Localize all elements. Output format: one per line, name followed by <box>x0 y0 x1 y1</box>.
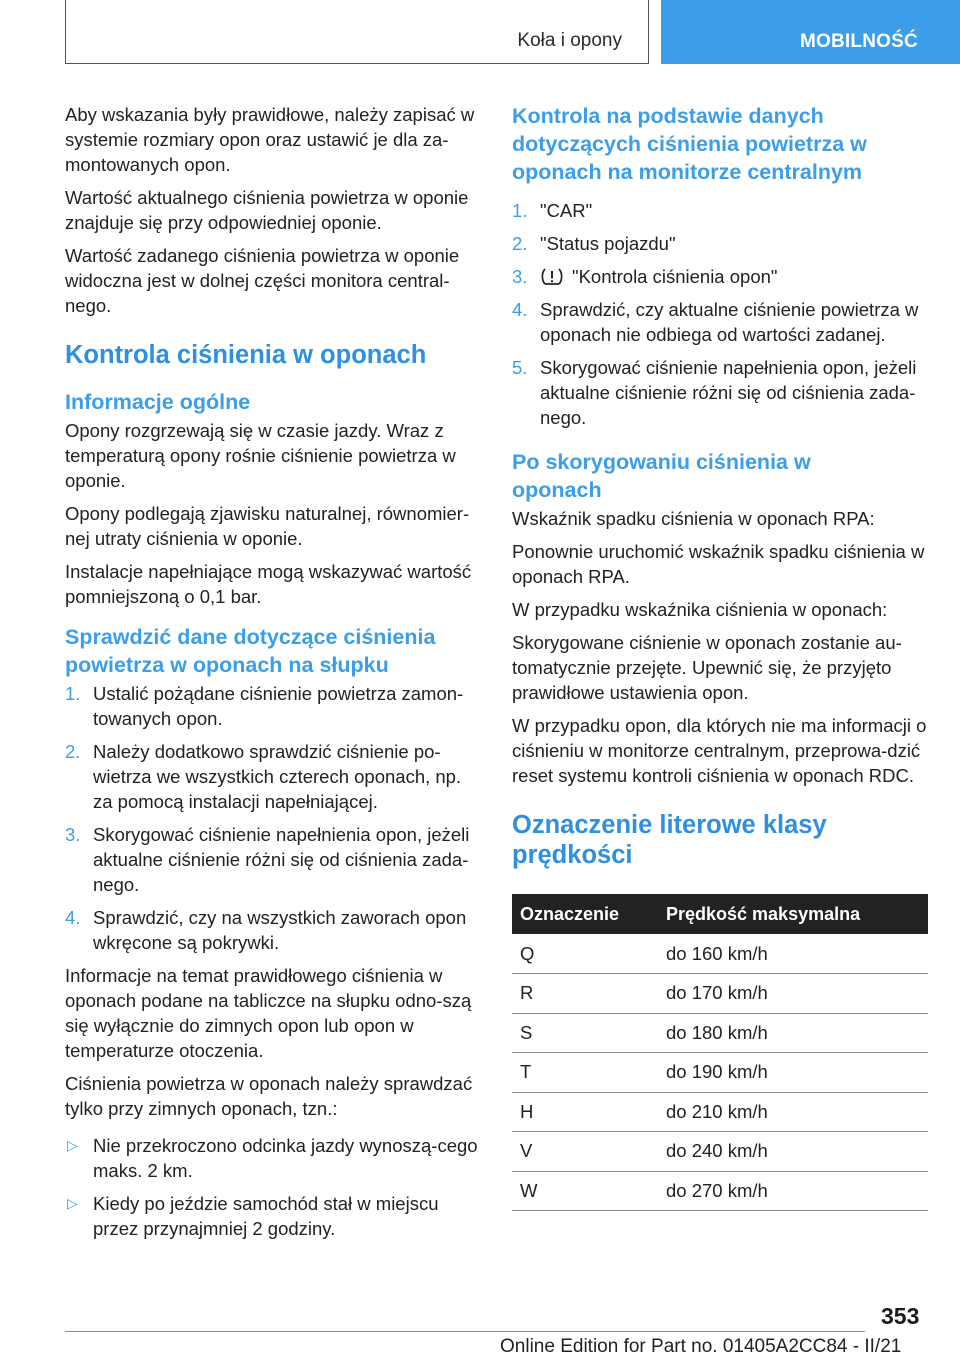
step-number: 2. <box>512 233 528 254</box>
subsection-title-general: Informacje ogólne <box>65 390 251 414</box>
note-paragraph: Informacje na temat prawidłowego ciśnienia w oponach podane na tabliczce na słupku odno-szą się wyłącznie do zimnych opon lub opon w temperaturze otoczenia. <box>65 965 472 1061</box>
step-item <box>512 198 928 223</box>
step-text: Należy dodatkowo sprawdzić ciśnienie po-wietrza we wszystkich czterech oponach, np. za pomocą instalacji napełniającej. <box>93 741 462 812</box>
table-row <box>512 1132 928 1172</box>
monitor-check-steps <box>512 198 928 430</box>
subsection-title-pillar-check: Sprawdzić dane dotyczące ciśnienia powietrza w oponach na słupku <box>65 625 436 677</box>
triangle-bullet-icon: ▷ <box>67 1137 78 1153</box>
step-number: 2. <box>65 741 81 762</box>
step-number: 1. <box>512 200 528 221</box>
speed-code-cell: R <box>512 974 658 1014</box>
cold-tire-conditions <box>65 1133 479 1241</box>
footer-edition-text: Online Edition for Part no. 01405A2CC84 - II/21 <box>500 1336 902 1357</box>
max-speed-cell: do 240 km/h <box>658 1132 928 1172</box>
table-row <box>512 974 928 1014</box>
bullet-text: Nie przekroczono odcinka jazdy wynoszą-cego maks. 2 km. <box>93 1135 478 1181</box>
left-column <box>65 102 479 1249</box>
step-number: 3. <box>65 824 81 845</box>
max-speed-cell: do 180 km/h <box>658 1013 928 1053</box>
table-row <box>512 1092 928 1132</box>
intro-paragraph: Wartość aktualnego ciśnienia powietrza w oponie znajduje się przy odpowiedniej oponie. <box>65 187 469 233</box>
max-speed-cell: do 160 km/h <box>658 934 928 974</box>
after-paragraph: W przypadku opon, dla których nie ma informacji o ciśnieniu w monitorze centralnym, przeprowa-dzić reset systemu kontroli ciśnienia w oponach RDC. <box>512 715 927 786</box>
header-chapter-tab <box>661 0 960 64</box>
after-paragraph: Ponownie uruchomić wskaźnik spadku ciśnienia w oponach RPA. <box>512 541 925 587</box>
right-column <box>512 102 928 1211</box>
step-item <box>65 822 479 897</box>
header-section-title: Koła i opony <box>517 30 622 51</box>
table-row <box>512 1013 928 1053</box>
header-chapter-title: MOBILNOŚĆ <box>800 31 918 52</box>
section-title-speed-class: Oznaczenie literowe klasy prędkości <box>512 811 827 869</box>
step-text: Skorygować ciśnienie napełnienia opon, jeżeli aktualne ciśnienie różni się od ciśnienia zada-nego. <box>93 824 470 895</box>
note-paragraph: Ciśnienia powietrza w oponach należy sprawdzać tylko przy zimnych oponach, tzn.: <box>65 1073 473 1119</box>
subsection-title-monitor-check: Kontrola na podstawie danych dotyczących ciśnienia powietrza w oponach na monitorze centralnym <box>512 104 867 184</box>
step-item <box>512 297 928 347</box>
triangle-bullet-icon: ▷ <box>67 1195 78 1211</box>
step-number: 1. <box>65 683 81 704</box>
step-item <box>65 739 479 814</box>
intro-paragraph: Wartość zadanego ciśnienia powietrza w oponie widoczna jest w dolnej części monitora central-nego. <box>65 245 460 316</box>
step-text: Sprawdzić, czy na wszystkich zaworach opon wkręcone są pokrywki. <box>93 907 467 953</box>
max-speed-cell: do 270 km/h <box>658 1171 928 1211</box>
step-item <box>65 905 479 955</box>
header-section-box <box>65 0 649 64</box>
speed-code-cell: T <box>512 1053 658 1093</box>
table-row <box>512 934 928 974</box>
max-speed-cell: do 170 km/h <box>658 974 928 1014</box>
footer-divider <box>65 1331 865 1332</box>
step-item <box>512 264 928 289</box>
page-number: 353 <box>881 1303 920 1329</box>
step-item <box>512 231 928 256</box>
step-text: "Status pojazdu" <box>540 233 676 254</box>
table-row <box>512 1171 928 1211</box>
bullet-text: Kiedy po jeździe samochód stał w miejscu przez przynajmniej 2 godziny. <box>93 1193 439 1239</box>
step-number: 3. <box>512 266 528 287</box>
general-paragraph: Instalacje napełniające mogą wskazywać wartość pomniejszoną o 0,1 bar. <box>65 561 472 607</box>
max-speed-cell: do 210 km/h <box>658 1092 928 1132</box>
table-header-row <box>512 894 928 934</box>
subsection-title-after-correction: Po skorygowaniu ciśnienia w oponach <box>512 450 811 502</box>
speed-code-cell: Q <box>512 934 658 974</box>
speed-class-table <box>512 894 928 1211</box>
tire-pressure-icon <box>540 267 564 286</box>
after-paragraph: Skorygowane ciśnienie w oponach zostanie au-tomatycznie przejęte. Upewnić się, że przyjęto prawidłowe ustawienia opon. <box>512 632 902 703</box>
section-title-tire-pressure: Kontrola ciśnienia w oponach <box>65 341 427 369</box>
step-number: 5. <box>512 357 528 378</box>
column-header-code: Oznaczenie <box>512 894 658 934</box>
step-text: "Kontrola ciśnienia opon" <box>572 266 778 287</box>
bullet-item <box>65 1133 479 1183</box>
general-paragraph: Opony podlegają zjawisku naturalnej, równomier-nej utraty ciśnienia w oponie. <box>65 503 470 549</box>
step-text: "CAR" <box>540 200 593 221</box>
column-header-max-speed: Prędkość maksymalna <box>658 894 928 934</box>
step-number: 4. <box>512 299 528 320</box>
bullet-item <box>65 1191 479 1241</box>
step-text: Ustalić pożądane ciśnienie powietrza zamon-towanych opon. <box>93 683 464 729</box>
speed-code-cell: V <box>512 1132 658 1172</box>
speed-code-cell: W <box>512 1171 658 1211</box>
step-item <box>512 355 928 430</box>
intro-paragraph: Aby wskazania były prawidłowe, należy zapisać w systemie rozmiary opon oraz ustawić je dla za-montowanych opon. <box>65 104 475 175</box>
after-paragraph: W przypadku wskaźnika ciśnienia w oponach: <box>512 599 888 620</box>
general-paragraph: Opony rozgrzewają się w czasie jazdy. Wraz z temperaturą opony rośnie ciśnienie powietrza w oponie. <box>65 420 456 491</box>
table-row <box>512 1053 928 1093</box>
speed-code-cell: S <box>512 1013 658 1053</box>
pillar-check-steps <box>65 681 479 955</box>
after-paragraph: Wskaźnik spadku ciśnienia w oponach RPA: <box>512 508 875 529</box>
step-text: Skorygować ciśnienie napełnienia opon, jeżeli aktualne ciśnienie różni się od ciśnienia zada-nego. <box>540 357 917 428</box>
step-text: Sprawdzić, czy aktualne ciśnienie powietrza w oponach nie odbiega od wartości zadanej. <box>540 299 919 345</box>
speed-code-cell: H <box>512 1092 658 1132</box>
step-number: 4. <box>65 907 81 928</box>
max-speed-cell: do 190 km/h <box>658 1053 928 1093</box>
step-item <box>65 681 479 731</box>
